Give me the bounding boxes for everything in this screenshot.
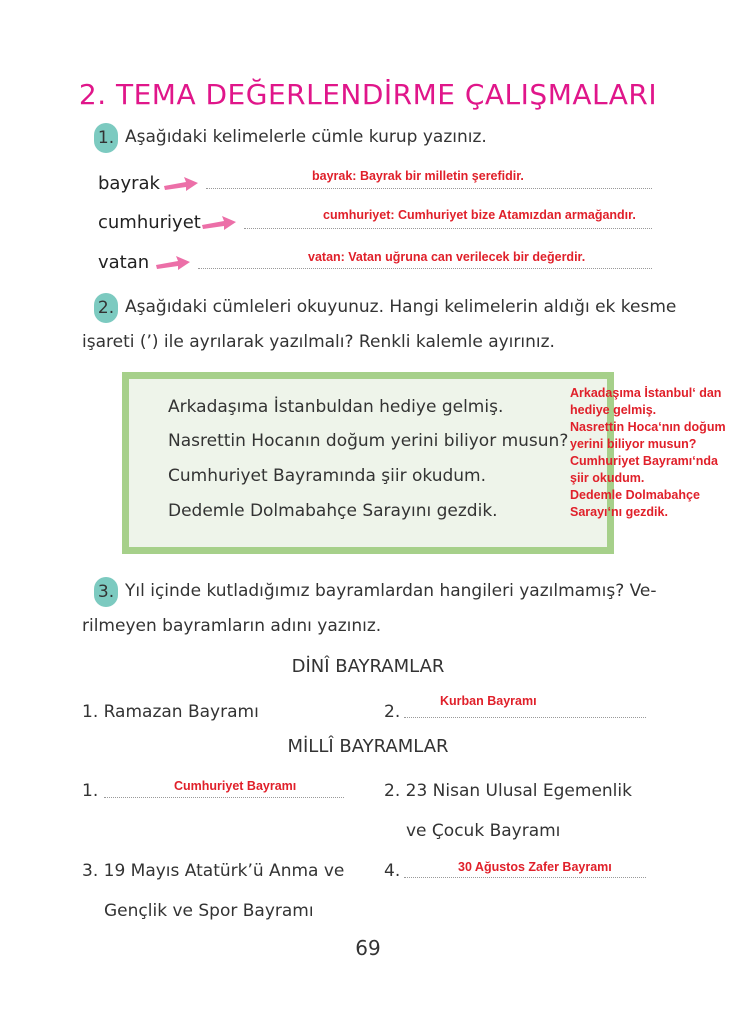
- sentence: Nasrettin Hocanın doğum yerini biliyor musun?: [168, 431, 569, 451]
- answer-line-text: şiir okudum.: [570, 471, 645, 485]
- answer-vatan: vatan: Vatan uğruna can verilecek bir değerdir.: [308, 250, 586, 264]
- dini-item-1: 1. Ramazan Bayramı: [82, 702, 259, 722]
- question-3-line1: Yıl içinde kutladığımız bayramlardan hangileri yazılmamış? Ve-: [125, 581, 657, 601]
- answer-cumhuriyet: cumhuriyet: Cumhuriyet bize Atamızdan armağandır.: [323, 208, 636, 222]
- word-vatan: vatan: [98, 252, 150, 273]
- milli-item-3-cont: Gençlik ve Spor Bayramı: [104, 901, 314, 921]
- answer-line-text: Nasrettin Hoca‘nın doğum: [570, 420, 726, 434]
- milli-item-4-answer: 30 Ağustos Zafer Bayramı: [458, 860, 612, 874]
- milli-item-4-number: 4.: [384, 861, 401, 881]
- answer-line: [404, 717, 646, 718]
- page-title: 2. TEMA DEĞERLENDİRME ÇALIŞMALARI: [78, 78, 658, 111]
- word-bayrak: bayrak: [98, 173, 160, 194]
- milli-item-1-number: 1.: [82, 781, 99, 801]
- question-1-text: Aşağıdaki kelimelerle cümle kurup yazınız.: [125, 127, 487, 147]
- milli-item-3: 3. 19 Mayıs Atatürk’ü Anma ve: [82, 861, 345, 881]
- answer-line: [404, 877, 646, 878]
- sentence: Cumhuriyet Bayramında şiir okudum.: [168, 466, 486, 486]
- dini-item-2-number: 2.: [384, 702, 401, 722]
- answer-line: [198, 268, 652, 269]
- question-3-badge: 3.: [94, 577, 118, 607]
- milli-bayramlar-heading: MİLLÎ BAYRAMLAR: [287, 736, 449, 757]
- answer-line-text: hediye gelmiş.: [570, 403, 657, 417]
- answer-line-text: yerini biliyor musun?: [570, 437, 697, 451]
- answer-line-text: Arkadaşıma İstanbul‘ dan: [570, 386, 722, 400]
- question-1-badge: 1.: [94, 123, 118, 153]
- sentence: Arkadaşıma İstanbuldan hediye gelmiş.: [168, 397, 504, 417]
- answer-line-text: Cumhuriyet Bayramı‘nda: [570, 454, 718, 468]
- dini-item-2-answer: Kurban Bayramı: [440, 694, 537, 708]
- question-2-answers: [570, 385, 736, 521]
- milli-item-2: 2. 23 Nisan Ulusal Egemenlik: [384, 781, 632, 801]
- dini-bayramlar-heading: DİNÎ BAYRAMLAR: [291, 656, 445, 677]
- sentence: Dedemle Dolmabahçe Sarayını gezdik.: [168, 501, 498, 521]
- page-number: 69: [355, 936, 381, 960]
- milli-item-1-answer: Cumhuriyet Bayramı: [174, 779, 297, 793]
- answer-line-text: Dedemle Dolmabahçe: [570, 488, 700, 502]
- question-2-badge: 2.: [94, 293, 118, 323]
- question-3-line2: rilmeyen bayramların adını yazınız.: [82, 616, 382, 636]
- arrow-icon: [164, 177, 198, 191]
- answer-line: [244, 228, 652, 229]
- answer-line: [104, 797, 344, 798]
- question-2-line2: işareti (’) ile ayrılarak yazılmalı? Renkli kalemle ayırınız.: [82, 332, 555, 352]
- answer-bayrak: bayrak: Bayrak bir milletin şerefidir.: [312, 169, 524, 183]
- milli-item-2-cont: ve Çocuk Bayramı: [406, 821, 561, 841]
- answer-line-text: Sarayı‘nı gezdik.: [570, 505, 668, 519]
- answer-line: [206, 188, 652, 189]
- arrow-icon: [156, 256, 190, 270]
- arrow-icon: [202, 216, 236, 230]
- question-2-line1: Aşağıdaki cümleleri okuyunuz. Hangi kelimelerin aldığı ek kesme: [125, 297, 677, 317]
- word-cumhuriyet: cumhuriyet: [98, 212, 201, 233]
